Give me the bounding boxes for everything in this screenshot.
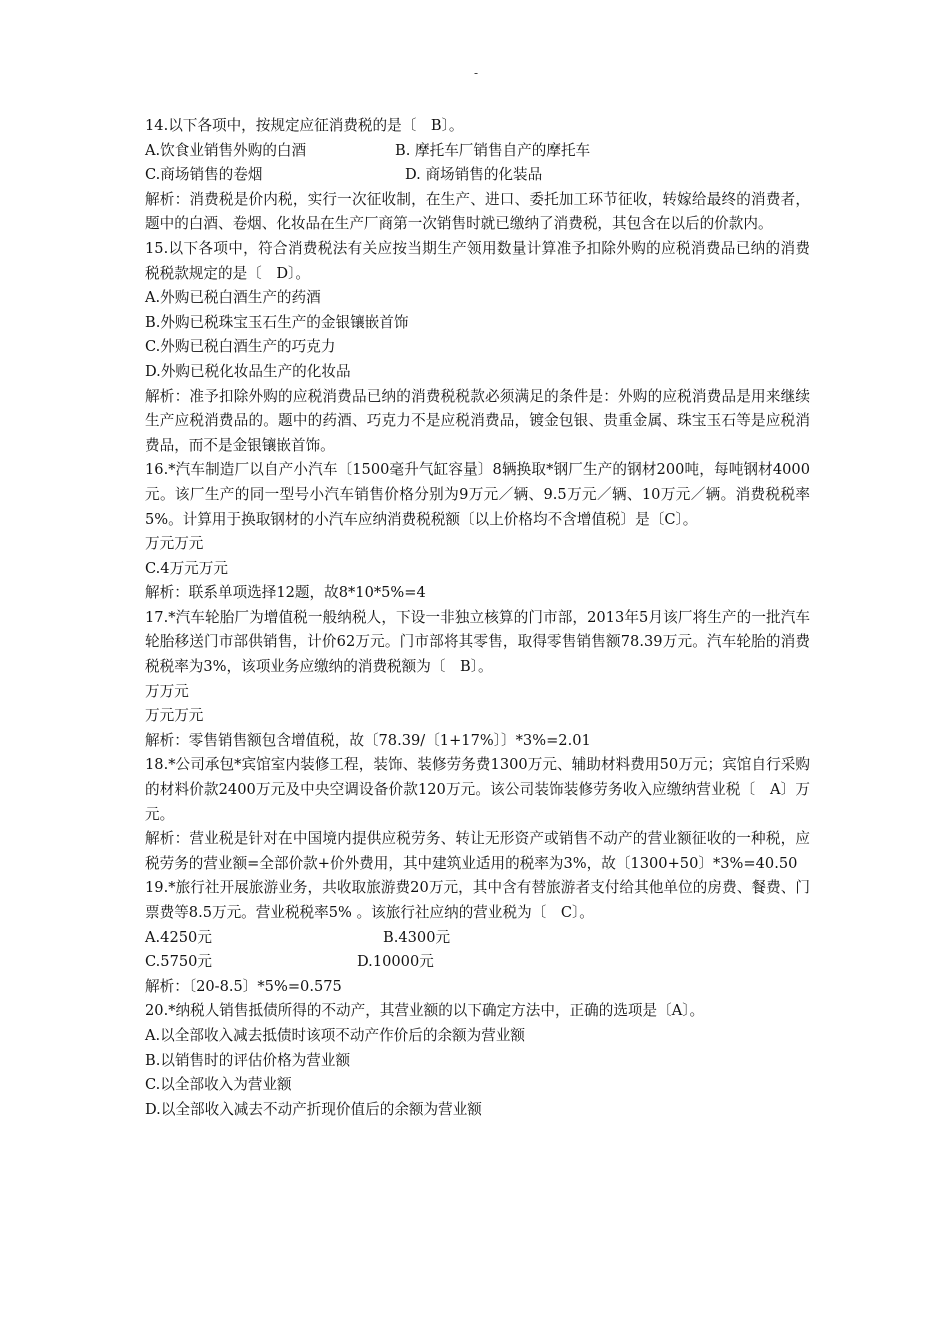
q19-analysis: 解析：〔20-8.5〕*5%=0.575	[145, 977, 342, 995]
q19-options-row-2	[145, 950, 810, 975]
q19-option-c: C.5750元	[145, 953, 213, 971]
q14-option-c: C.商场销售的卷烟	[145, 166, 263, 184]
q14-option-a: A.饮食业销售外购的白酒	[145, 141, 307, 159]
q15-option-d: D.外购已税化妆品生产的化妆品	[145, 362, 351, 380]
q17-options-line-1: 万万元	[145, 682, 189, 700]
q15-option-a: A.外购已税白酒生产的药酒	[145, 289, 321, 307]
q20-option-b: B.以销售时的评估价格为营业额	[145, 1051, 351, 1069]
q17-analysis: 解析：零售销售额包含增值税，故〔78.39/〔1+17%〕〕*3%=2.01	[145, 731, 591, 749]
q17-options-line-2: 万元万元	[145, 707, 204, 725]
q14-options-row-1	[145, 139, 810, 164]
q16-options-line-1: 万元万元	[145, 535, 204, 553]
q20-option-c: C.以全部收入为营业额	[145, 1076, 292, 1094]
q16-stem: 16.*汽车制造厂以自产小汽车〔1500毫升气缸容量〕8辆换取*钢厂生产的钢材200吨，每吨钢材4000元。该厂生产的同一型号小汽车销售价格分别为9万元／辆、9.5万元／辆、10万元／辆。消费税税率5%。计算用于换取钢材的小汽车应纳消费税税额〔以上价格均不含增值税〕是〔C〕。	[145, 461, 810, 528]
q16-options-line-2: C.4万元万元	[145, 559, 228, 577]
q14-option-d: D. 商场销售的化装品	[405, 166, 543, 184]
document-body	[145, 114, 810, 1122]
q14-analysis: 解析：消费税是价内税，实行一次征收制，在生产、进口、委托加工环节征收，转嫁给最终的消费者，题中的白酒、卷烟、化妆品在生产厂商第一次销售时就已缴纳了消费税，其包含在以后的价款内。	[145, 190, 810, 233]
q14-options-row-2	[145, 163, 810, 188]
q15-analysis: 解析：准予扣除外购的应税消费品已纳的消费税税款必须满足的条件是：外购的应税消费品是用来继续生产应税消费品的。题中的药酒、巧克力不是应税消费品，镀金包银、贵重金属、珠宝玉石等是应税消费品，而不是金银镶嵌首饰。	[145, 387, 810, 454]
q16-analysis: 解析：联系单项选择12题，故8*10*5%=4	[145, 584, 426, 602]
q15-option-c: C.外购已税白酒生产的巧克力	[145, 338, 336, 356]
q20-stem: 20.*纳税人销售抵债所得的不动产，其营业额的以下确定方法中，正确的选项是〔A〕。	[145, 1002, 705, 1020]
header-mark: -	[473, 66, 479, 80]
q15-option-b: B.外购已税珠宝玉石生产的金银镶嵌首饰	[145, 313, 409, 331]
q19-option-d: D.10000元	[357, 953, 434, 971]
q18-analysis: 解析：营业税是针对在中国境内提供应税劳务、转让无形资产或销售不动产的营业额征收的一种税，应税劳务的营业额=全部价款+价外费用，其中建筑业适用的税率为3%，故〔1300+50〕*3%=40.50	[145, 830, 810, 872]
q20-option-d: D.以全部收入减去不动产折现价值后的余额为营业额	[145, 1100, 482, 1118]
q19-stem: 19.*旅行社开展旅游业务，共收取旅游费20万元，其中含有替旅游者支付给其他单位的房费、餐费、门票费等8.5万元。营业税税率5% 。该旅行社应纳的营业税为〔 C〕。	[145, 879, 810, 921]
q14-stem: 14.以下各项中，按规定应征消费税的是〔 B〕。	[145, 117, 464, 134]
q19-option-b: B.4300元	[383, 928, 451, 946]
q17-stem: 17.*汽车轮胎厂为增值税一般纳税人，下设一非独立核算的门市部，2013年5月该厂将生产的一批汽车轮胎移送门市部供销售，计价62万元。门市部将其零售，取得零售销售额78.39万元。汽车轮胎的消费税税率为3%，该项业务应缴纳的消费税额为〔 B〕。	[145, 608, 810, 676]
q15-stem: 15.以下各项中，符合消费税法有关应按当期生产领用数量计算准予扣除外购的应税消费品已纳的消费税税款规定的是〔 D〕。	[145, 239, 810, 282]
q19-options-row-1	[145, 926, 810, 951]
q19-option-a: A.4250元	[145, 928, 212, 946]
q18-stem: 18.*公司承包*宾馆室内装修工程，装饰、装修劳务费1300万元、辅助材料费用50万元；宾馆自行采购的材料价款2400万元及中央空调设备价款120万元。该公司装饰装修劳务收入应缴纳营业税〔 A〕万元。	[145, 756, 810, 823]
q20-option-a: A.以全部收入减去抵债时该项不动产作价后的余额为营业额	[145, 1026, 526, 1044]
q14-option-b: B. 摩托车厂销售自产的摩托车	[395, 141, 591, 159]
